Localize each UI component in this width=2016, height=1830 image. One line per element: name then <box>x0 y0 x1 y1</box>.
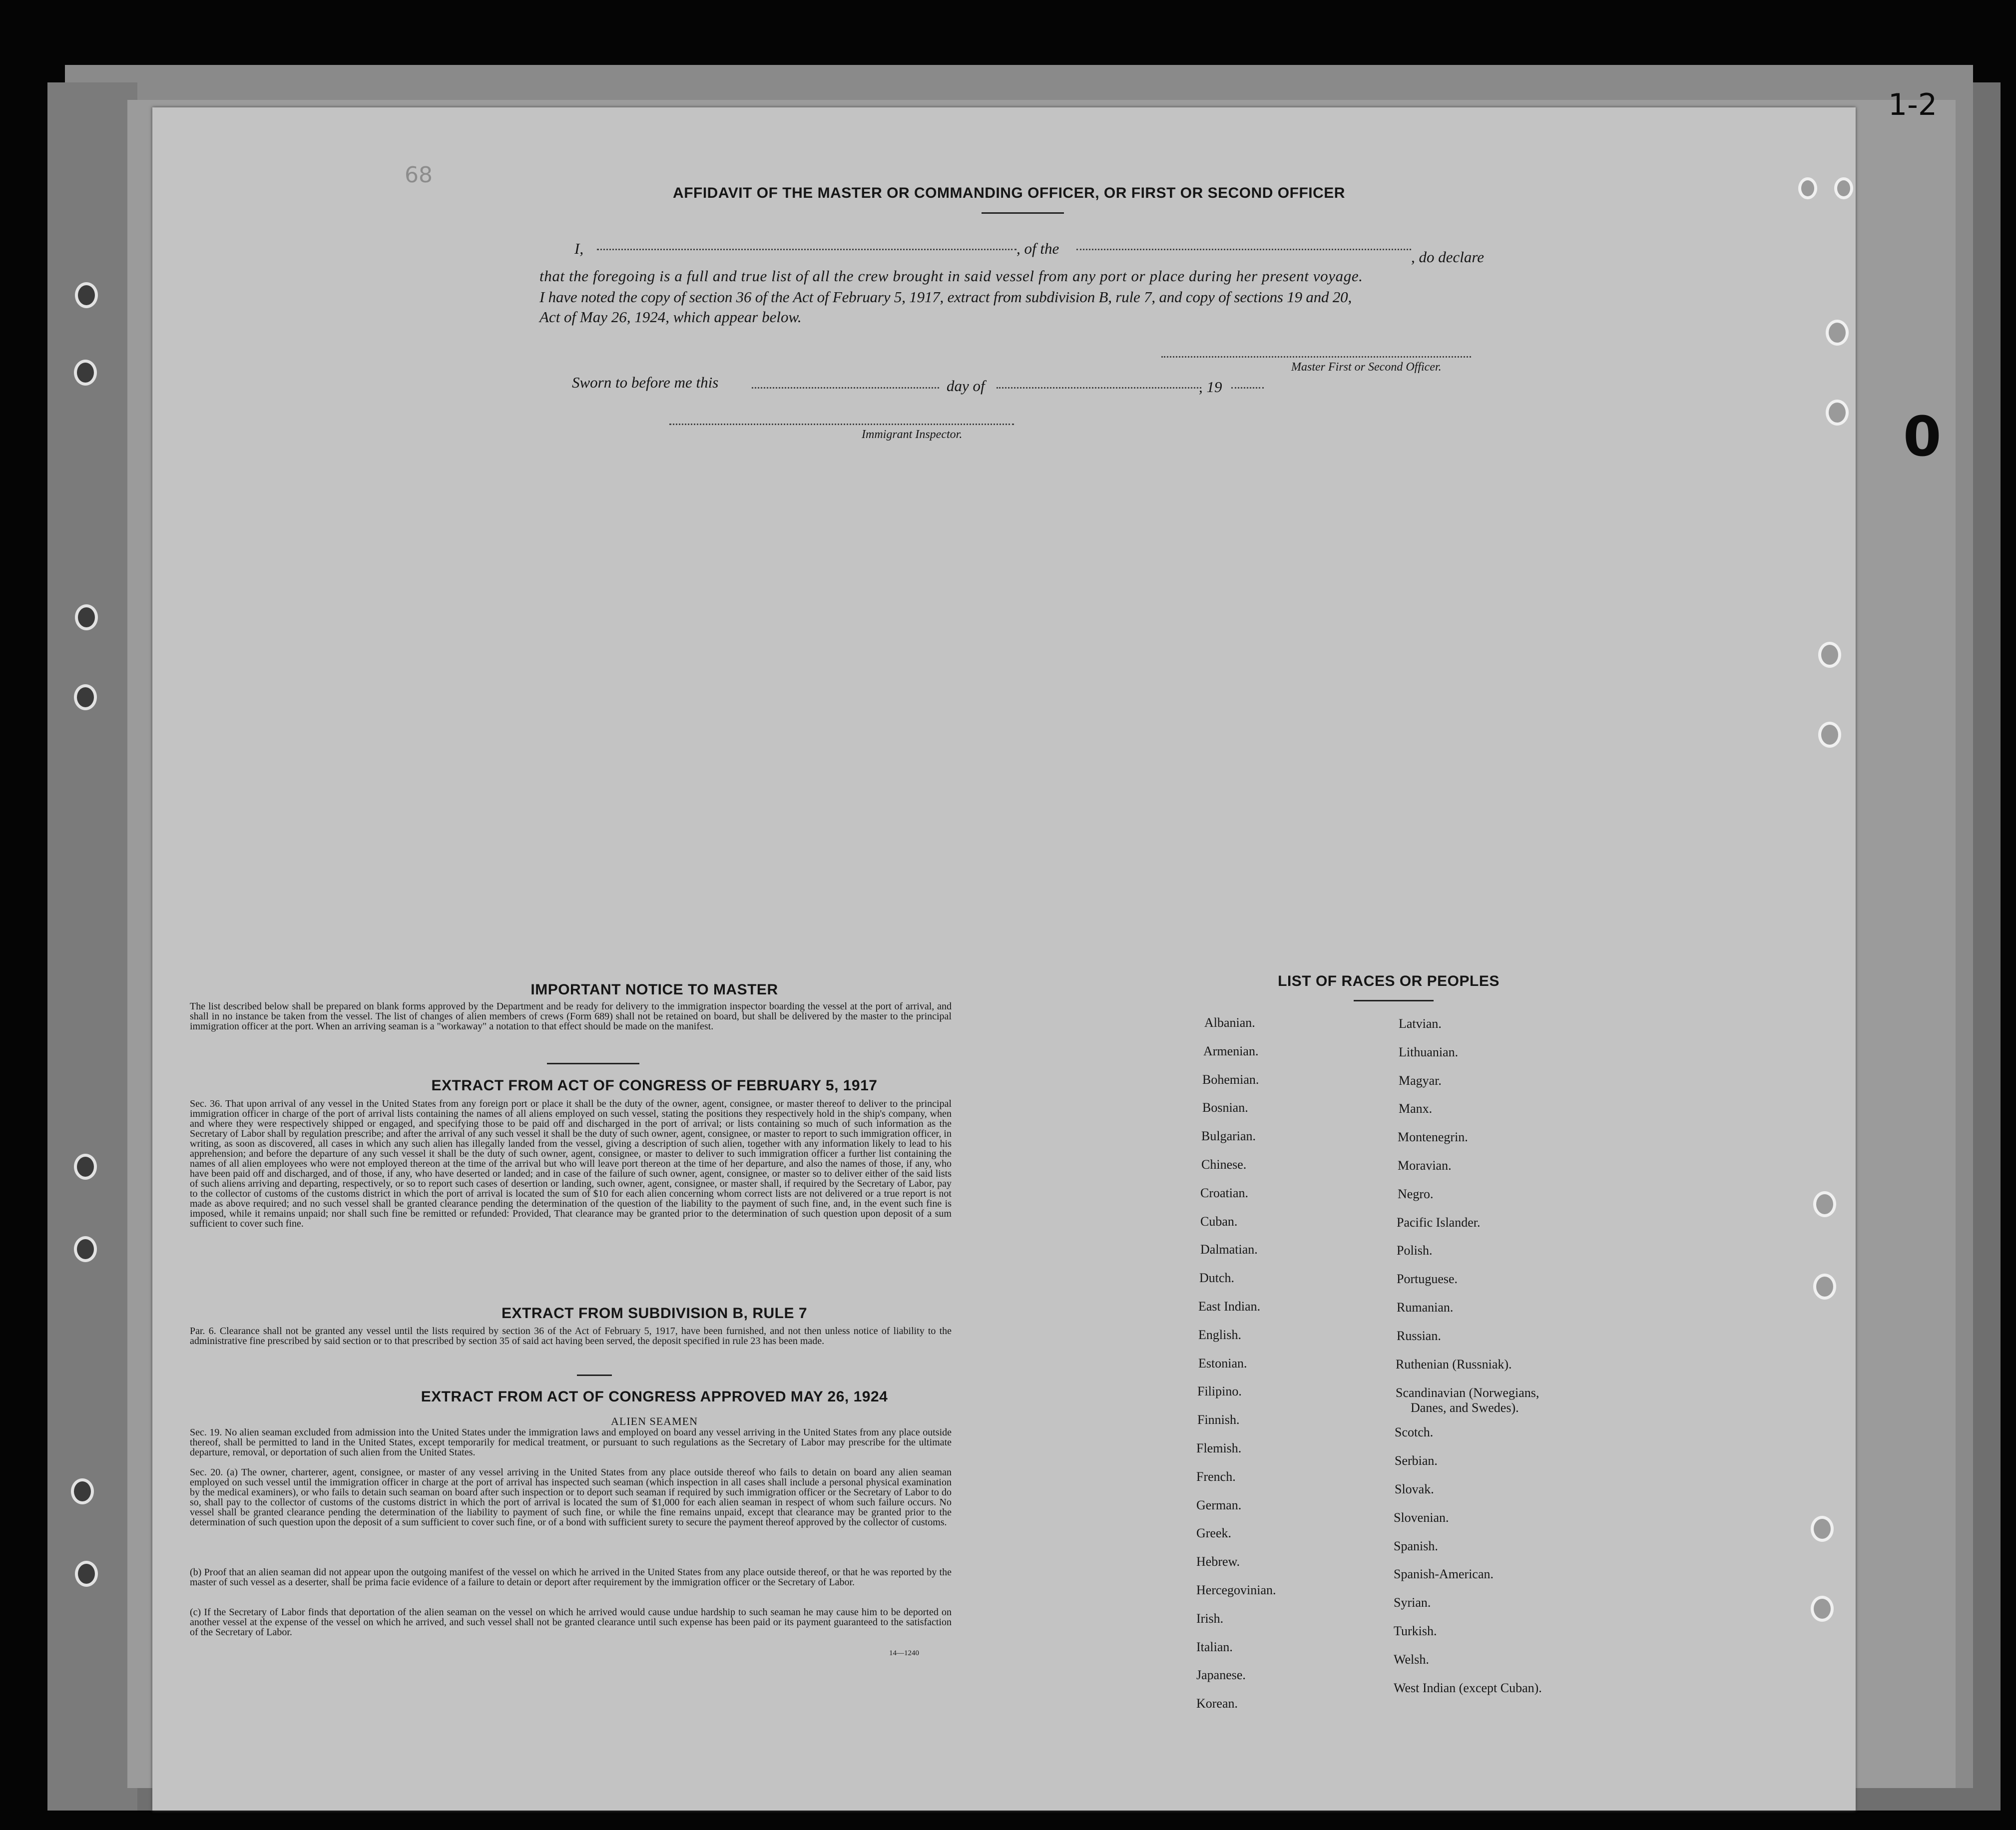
race-item: Slovenian. <box>1394 1510 1449 1525</box>
notice-title: IMPORTANT NOTICE TO MASTER <box>530 981 778 998</box>
race-item: Latvian. <box>1399 1016 1442 1031</box>
binder-hole-icon <box>75 282 98 308</box>
extract-rule7-par6: Par. 6. Clearance shall not be granted any vessel until the lists required by section 36 of the Act of February 5, 1917, have been furnished, and not then unless notice of liability to the administrative fine prescribed by said section or to that prescribed by section 35 of said act having been served, the deposit specified in rule 23 has been made. <box>190 1326 952 1347</box>
race-item: Polish. <box>1397 1243 1433 1258</box>
handwritten-corner-mark: 1-2 <box>1888 87 1937 122</box>
race-item: Japanese. <box>1196 1668 1246 1683</box>
sworn-day-of: day of <box>947 377 985 395</box>
binder-hole-icon <box>1826 400 1849 426</box>
extract-1924-subtitle: ALIEN SEAMEN <box>611 1415 698 1427</box>
race-item: Chinese. <box>1201 1157 1247 1172</box>
master-signature-label: Master First or Second Officer. <box>1291 361 1442 374</box>
affidavit-line-4: Act of May 26, 1924, which appear below. <box>539 308 802 326</box>
race-item: Estonian. <box>1198 1356 1247 1371</box>
notice-text: The list described below shall be prepared on blank forms approved by the Department and be ready for delivery to the immigration inspector boarding the vessel at the port of arrival, and shall in no instance be taken from the vessel. The list of changes of alien members of crews (Form 689) shall not be retained on board, but shall be delivered by the master to the principal immigration officer at the port. When an arriving seaman is a "workaway" a notation to that effect should be made on the manifest. <box>190 1001 952 1032</box>
binder-hole-icon <box>75 604 98 630</box>
race-item: Montenegrin. <box>1398 1130 1468 1145</box>
binder-hole-icon <box>1818 722 1841 748</box>
race-item: Finnish. <box>1197 1412 1240 1427</box>
inspector-label: Immigrant Inspector. <box>862 428 963 441</box>
extract-1924-sec20b: (b) Proof that an alien seaman did not appear upon the outgoing manifest of the vessel on which he arrived in the United States from any place outside thereof, or that he was reported by the master of such vessel as a deserter, shall be prima facie evidence of a failure to detain or deport after requirement by the immigration officer or the Secretary of Labor. <box>190 1567 952 1588</box>
extract-1917-title: EXTRACT FROM ACT OF CONGRESS OF FEBRUARY 5, 1917 <box>431 1077 878 1094</box>
race-item: Rumanian. <box>1397 1300 1454 1315</box>
race-item: Flemish. <box>1196 1440 1242 1455</box>
binder-hole-icon <box>71 1478 94 1504</box>
race-item: Turkish. <box>1394 1623 1437 1638</box>
extract-1924-sec20c: (c) If the Secretary of Labor finds that deportation of the alien seaman on the vessel on which he arrived would cause undue hardship to such seaman he may cause him to be deported on another vessel at the expense of the vessel on which he arrived, and such vessel shall not be granted clearance until such expense has been paid or its payment guaranteed to the satisfaction of the Secretary of Labor. <box>190 1607 952 1638</box>
rule7-rule <box>577 1374 612 1376</box>
race-item: Italian. <box>1196 1639 1233 1654</box>
race-item: Greek. <box>1196 1526 1232 1541</box>
handwritten-sheet-mark: 0 <box>1903 405 1942 468</box>
binder-hole-icon <box>74 684 97 710</box>
affidavit-title: AFFIDAVIT OF THE MASTER OR COMMANDING OFFICER, OR FIRST OR SECOND OFFICER <box>673 185 1345 201</box>
race-item: Lithuanian. <box>1399 1044 1459 1059</box>
race-item: Croatian. <box>1200 1185 1249 1200</box>
sworn-day-line <box>752 387 939 389</box>
master-signature-line <box>1161 356 1471 358</box>
races-title: LIST OF RACES OR PEOPLES <box>1278 973 1500 989</box>
binder-hole-icon <box>74 360 97 386</box>
race-item: Bohemian. <box>1202 1072 1259 1087</box>
race-item: Dutch. <box>1199 1271 1235 1286</box>
race-item: Filipino. <box>1197 1384 1242 1399</box>
sworn-label: Sworn to before me this <box>572 374 719 391</box>
inspector-signature-line <box>669 424 1014 425</box>
race-item: Welsh. <box>1394 1652 1429 1667</box>
race-item: Syrian. <box>1394 1595 1431 1610</box>
affidavit-i-label: I, <box>574 240 584 257</box>
binder-hole-icon <box>1834 177 1853 199</box>
race-item: Armenian. <box>1203 1043 1259 1058</box>
binder-hole-icon <box>1798 177 1817 199</box>
affidavit-title-rule <box>982 212 1064 214</box>
race-item: Hercegovinian. <box>1196 1582 1276 1597</box>
race-item: East Indian. <box>1198 1299 1261 1314</box>
extract-1917-sec36: Sec. 36. That upon arrival of any vessel in the United States from any foreign port or place it shall be the duty of the owner, agent, consignee, or master thereof to deliver to the principal immigration officer in charge of the port of arrival lists containing the names of all aliens employed on such vessel, stating the positions they respectively hold in the ship's company, when and where they were respectively shipped or engaged, and specifying those to be paid off and discharged in the port of arrival; or lists containing so much of such information as the Secretary of Labor shall by regulation prescribe; and after the arrival of any such vessel it shall be the duty of such owner, agent, consignee, or master to report to such immigration officer, in writing, as soon as discovered, all cases in which any such alien has illegally landed from the vessel, giving a description of such alien, together with any information likely to lead to his apprehension; and before the departure of any such vessel it shall be the duty of such owner, agent, consignee, or master to deliver to such immigration officer a further list containing the names of all alien employees who were not employed thereon at the time of the arrival but who will leave port thereon at the time of her departure, and also the names of those, if any, who have been paid off and discharged, and of those, if any, who have deserted or landed; and in case of the failure of such owner, agent, consignee, or master so to deliver either of the said lists of such aliens arriving and departing, respectively, or so to report such cases of desertion or landing, such owner, agent, consignee, or master shall, if required by the Secretary of Labor, pay to the collector of customs of the customs district in which the port of arrival is located the sum of $10 for each alien concerning whom correct lists are not delivered or a true report is not made as above required; and no such vessel shall be granted clearance pending the determination of the question of the liability to the payment of such fine, and, in the event such fine is imposed, while it remains unpaid; nor shall such fine be remitted or refunded: Provided, That clearance may be granted prior to the determination of such question upon deposit of a sum sufficient to cover such fine. <box>190 1098 952 1229</box>
race-item: Pacific Islander. <box>1397 1215 1481 1230</box>
extract-1924-sec19: Sec. 19. No alien seaman excluded from admission into the United States under the immigration laws and employed on board any vessel arriving in the United States from any place outside thereof, shall be permitted to land in the United States, except temporarily for medical treatment, or pursuant to such regulations as the Secretary of Labor may prescribe for the ultimate departure, removal, or deportation of such alien from the United States. <box>190 1427 952 1458</box>
race-item: Manx. <box>1399 1101 1433 1116</box>
race-item: Russian. <box>1397 1328 1441 1343</box>
binder-hole-icon <box>1818 642 1841 668</box>
race-item: Spanish. <box>1394 1538 1438 1553</box>
affidavit-of-the: , of the <box>1016 240 1059 257</box>
race-item: Irish. <box>1196 1611 1224 1626</box>
race-item: Spanish-American. <box>1394 1567 1494 1582</box>
extract-rule7-title: EXTRACT FROM SUBDIVISION B, RULE 7 <box>501 1305 808 1322</box>
race-item: Serbian. <box>1395 1453 1438 1468</box>
affidavit-line-3: I have noted the copy of section 36 of the Act of February 5, 1917, extract from subdivision B, rule 7, and copy of sections 19 and 20, <box>539 288 1352 306</box>
faint-page-number: 68 <box>405 162 433 188</box>
races-column-1 <box>1196 1009 1276 1718</box>
race-item: Scotch. <box>1395 1425 1434 1440</box>
binder-hole-icon <box>1813 1274 1836 1300</box>
binder-hole-icon <box>1811 1596 1834 1622</box>
race-item: Ruthenian (Russniak). <box>1396 1357 1512 1372</box>
race-item: Danes, and Swedes). <box>1411 1400 1519 1415</box>
races-title-rule <box>1354 1000 1434 1001</box>
race-item: Dalmatian. <box>1200 1242 1258 1257</box>
extract-1924-sec20a: Sec. 20. (a) The owner, charterer, agent, consignee, or master of any vessel arriving in the United States from any place outside thereof who fails to detain on board any alien seaman employed on such vessel until the immigration officer in charge at the port of arrival has inspected such seaman (which inspection in all cases shall include a personal physical examination by the medical examiners), or who fails to detain such seaman on board after such inspection or to deport such seaman if required by such immigration officer or the Secretary of Labor to do so, shall pay to the collector of customs of the customs district in which the port of arrival is located the sum of $1,000 for each alien seaman in respect of whom such failure occurs. No vessel shall be granted clearance pending the determination of the liability to payment of such fine, or while the fine remains unpaid, except that clearance may be granted prior to the determination of such question upon the deposit of a sum sufficient to cover such fine, or of a bond with sufficient surety to secure the payment thereof approved by the collector of customs. <box>190 1467 952 1528</box>
sworn-year-line <box>1231 387 1264 389</box>
race-item: English. <box>1198 1327 1241 1342</box>
binder-hole-icon <box>74 1154 97 1180</box>
race-item: Portuguese. <box>1397 1272 1458 1287</box>
race-item: Cuban. <box>1200 1214 1238 1229</box>
race-item: Negro. <box>1398 1186 1434 1201</box>
extract-1924-title: EXTRACT FROM ACT OF CONGRESS APPROVED MAY 26, 1924 <box>421 1388 888 1405</box>
paper-stack-left-edge <box>47 82 137 1811</box>
race-item: Moravian. <box>1398 1158 1452 1173</box>
sworn-month-line <box>997 387 1201 389</box>
race-item: Bulgarian. <box>1201 1129 1256 1144</box>
race-item: Scandinavian (Norwegians, <box>1396 1385 1539 1400</box>
affidavit-do-declare: , do declare <box>1411 248 1485 266</box>
race-item: Bosnian. <box>1202 1100 1248 1115</box>
binder-hole-icon <box>1826 320 1849 346</box>
race-item: Albanian. <box>1204 1015 1255 1030</box>
binder-hole-icon <box>1811 1516 1834 1542</box>
race-item: German. <box>1196 1497 1242 1512</box>
affidavit-line-2: that the foregoing is a full and true list of all the crew brought in said vessel from any port or place during her present voyage. <box>539 267 1363 285</box>
race-item: Magyar. <box>1399 1073 1442 1088</box>
binder-hole-icon <box>74 1236 97 1262</box>
sworn-year-prefix: , 19 <box>1199 378 1222 396</box>
race-item: Korean. <box>1196 1696 1238 1711</box>
race-item: Hebrew. <box>1196 1554 1240 1569</box>
notice-rule <box>547 1063 639 1064</box>
race-item: French. <box>1196 1469 1236 1484</box>
form-number: 14—1240 <box>889 1649 919 1657</box>
races-column-2 <box>1394 1010 1542 1702</box>
race-item: West Indian (except Cuban). <box>1394 1680 1542 1695</box>
manifest-back-page <box>152 107 1856 1811</box>
declarant-name-line <box>597 249 1016 250</box>
race-item: Slovak. <box>1395 1481 1434 1496</box>
binder-hole-icon <box>75 1561 98 1587</box>
binder-hole-icon <box>1813 1191 1836 1217</box>
vessel-name-line <box>1076 249 1411 250</box>
